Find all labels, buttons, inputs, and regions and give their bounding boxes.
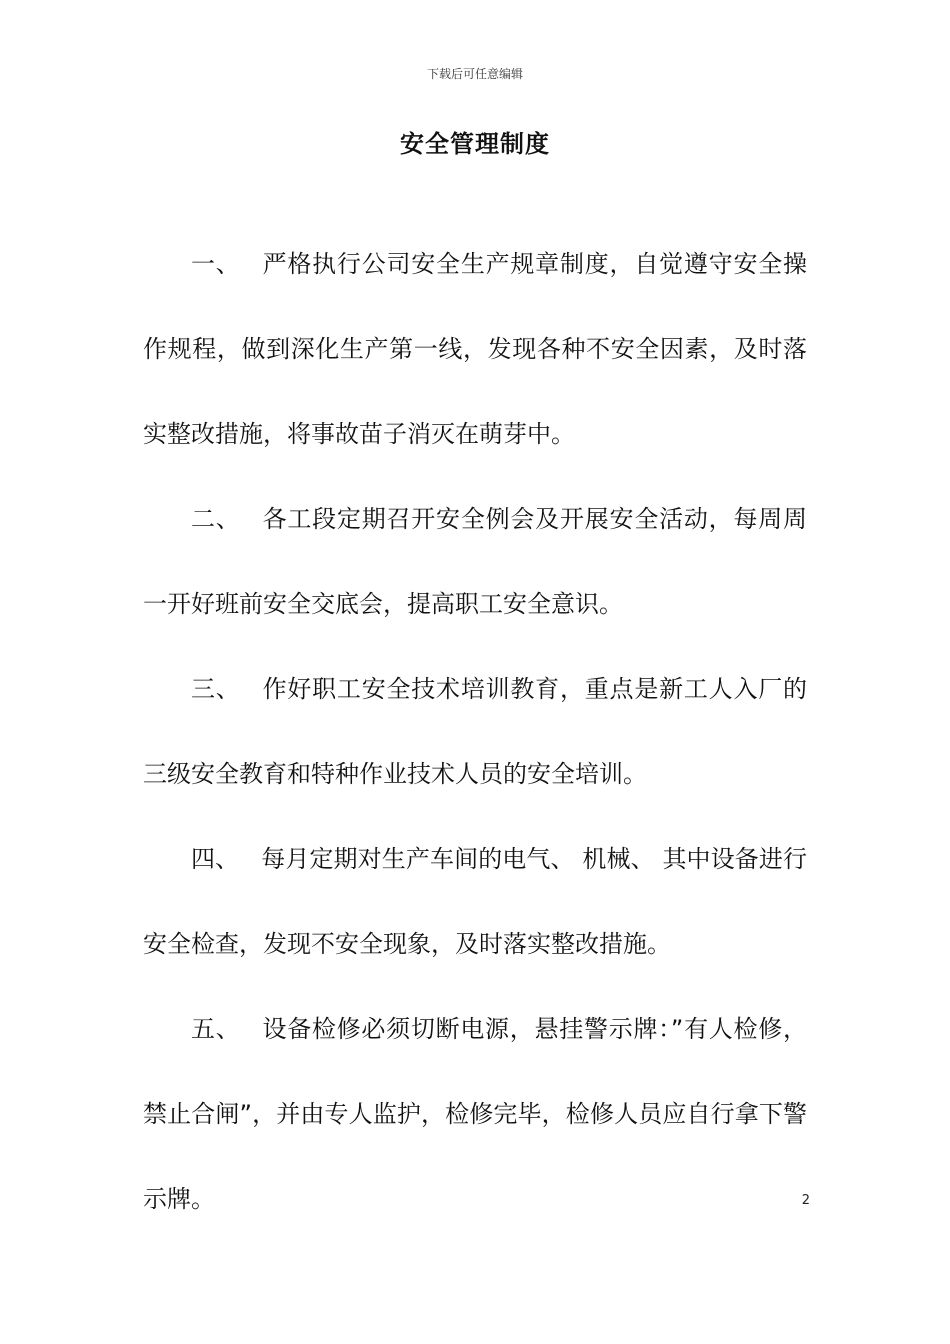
clause-4 — [143, 817, 807, 987]
clause-text: 设备检修必须切断电源，悬挂警示牌：”有人检修，禁止合闸”，并由专人监护，检修完毕，检修人员应自行拿下警示牌。 — [143, 1015, 807, 1213]
clause-number: 五、 — [191, 1015, 241, 1043]
clause-number: 一、 — [191, 250, 241, 278]
clause-number: 三、 — [191, 675, 241, 703]
clause-text: 每月定期对生产车间的电气、 机械、 其中设备进行安全检查，发现不安全现象，及时落实整改措施。 — [143, 845, 807, 958]
header-note: 下载后可任意编辑 — [426, 67, 523, 81]
clause-3 — [143, 647, 807, 817]
clause-text: 各工段定期召开安全例会及开展安全活动，每周周一开好班前安全交底会，提高职工安全意识。 — [143, 505, 808, 618]
document-body — [143, 222, 807, 1242]
clause-5 — [143, 987, 807, 1242]
clause-2 — [143, 477, 807, 647]
clause-text: 作好职工安全技术培训教育，重点是新工人入厂的三级安全教育和特种作业技术人员的安全培训。 — [143, 675, 808, 788]
clause-text: 严格执行公司安全生产规章制度，自觉遵守安全操作规程，做到深化生产第一线，发现各种不安全因素，及时落实整改措施，将事故苗子消灭在萌芽中。 — [143, 250, 808, 448]
clause-1 — [143, 222, 807, 477]
clause-number: 四、 — [191, 845, 240, 873]
document-title: 安全管理制度 — [400, 130, 550, 158]
page-number: 2 — [801, 1193, 810, 1208]
clause-number: 二、 — [191, 505, 241, 533]
